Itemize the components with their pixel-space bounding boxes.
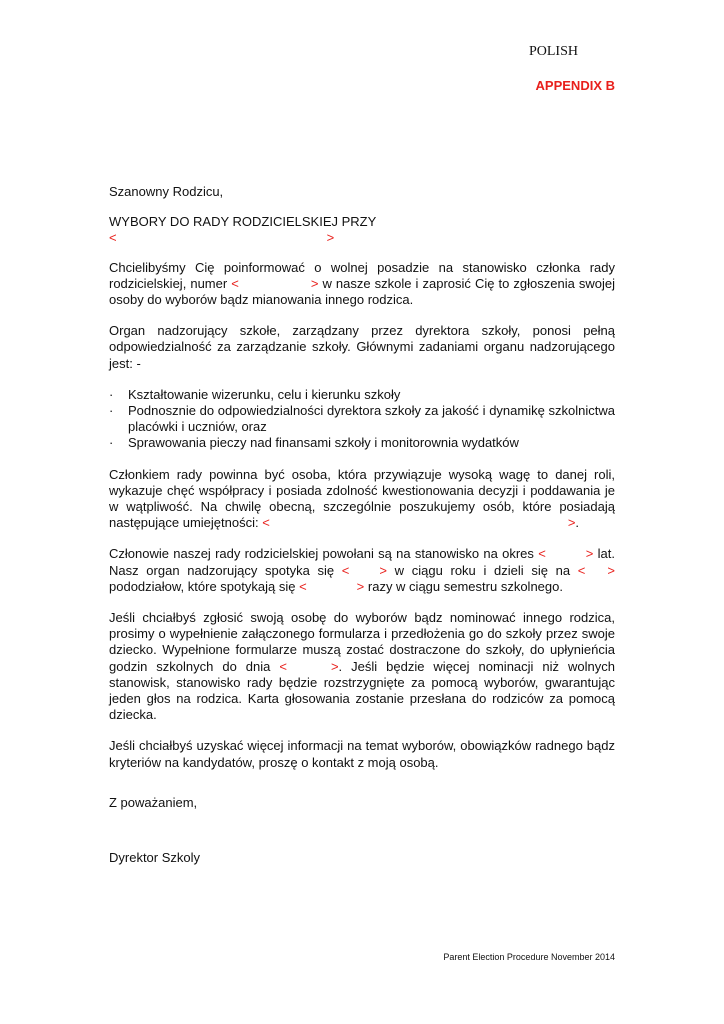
placeholder-close: > — [607, 562, 615, 578]
placeholder-open: < — [109, 230, 117, 246]
placeholder-open: < — [577, 562, 586, 578]
language-label: POLISH — [528, 44, 578, 59]
bullet-marker: · — [109, 435, 114, 451]
paragraph-terms-d: pododziałow, które spotykają się — [109, 578, 296, 594]
paragraph-member-skills-end: . — [575, 515, 580, 531]
list-item-text: Kształtowanie wizerunku, celu i kierunku szkoły — [128, 386, 401, 402]
placeholder-open: < — [299, 578, 307, 594]
placeholder-open: < — [231, 275, 239, 291]
placeholder-close: > — [567, 515, 576, 531]
paragraph-terms-e: razy w ciągu semestru szkolnego. — [367, 578, 563, 594]
placeholder-close: > — [310, 275, 319, 291]
placeholder-close: > — [585, 546, 594, 562]
salutation: Szanowny Rodzicu, — [109, 184, 224, 199]
appendix-label: APPENDIX B — [535, 78, 615, 93]
paragraph-vacancy-a: Chcielibyśmy Cię poinformować o wolnej posadzie na stanowisko członka rady rodzicielskiej, numer — [109, 259, 615, 291]
paragraph-terms-c: w ciągu roku i dzieli się na — [394, 562, 571, 578]
paragraph-terms-a: Członowie naszej rady rodzicielskiej powołani są na stanowisko na okres — [109, 546, 534, 562]
list-item-text: Sprawowania pieczy nad finansami szkoły i monitorownia wydatków — [128, 435, 519, 451]
paragraph-nominations-b: . Jeśli będzie więcej nominacji niż wolnych stanowisk, stanowisko rady będzie rozstrzygnięte za pomocą wyborów, gwarantując jeden głos na rodzica. Karta głosowania zostanie przesłana do rodziców za pomocą dziecka. — [109, 658, 615, 723]
paragraph-member-skills — [109, 467, 615, 532]
placeholder-open: < — [279, 658, 287, 674]
bullet-marker: · — [109, 386, 114, 402]
paragraph-member-skills-text: Członkiem rady powinna być osoba, która przywiązuje wysoką wagę to danej roli, wykazuje chęć współpracy i posiada zdolność kwestionowania decyzji i poddawania je w wątpliwość. Na chwilę obecną, szczególnie poszukujemy osób, które posiadają następujące umiejętności: — [109, 466, 615, 531]
paragraph-terms — [109, 546, 615, 595]
paragraph-nominations — [109, 610, 615, 723]
placeholder-close: > — [379, 562, 387, 578]
placeholder-open: < — [262, 515, 270, 531]
footer-text: Parent Election Procedure November 2014 — [443, 952, 615, 962]
bullet-marker: · — [109, 403, 114, 419]
placeholder-close: > — [356, 578, 365, 594]
signature: Dyrektor Szkoly — [109, 850, 201, 866]
placeholder-close: > — [330, 658, 339, 674]
list-item — [109, 403, 615, 435]
placeholder-open: < — [341, 562, 350, 578]
paragraph-governing-body: Organ nadzorujący szkołe, zarządzany przez dyrektora szkoły, ponosi pełną odpowiedzialność za zarządzanie szkoły. Głównymi zadaniami organu nadzorującego jest: - — [109, 323, 615, 371]
paragraph-contact: Jeśli chciałbyś uzyskać więcej informacji na temat wyborów, obowiązków radnego bądz kryteriów na kandydatów, proszę o kontakt z moją osobą. — [109, 738, 615, 770]
paragraph-terms-b: lat. Nasz organ nadzorujący spotyka się — [109, 546, 615, 578]
placeholder-open: < — [538, 546, 546, 562]
placeholder-close: > — [326, 230, 335, 246]
school-name-placeholder — [109, 230, 615, 246]
paragraph-vacancy — [109, 260, 615, 309]
list-item — [109, 387, 615, 403]
closing: Z poważaniem, — [109, 794, 198, 810]
duties-list — [109, 387, 615, 452]
list-item-text: Podnosznie do odpowiedzialności dyrektora szkoły za jakość i dynamikę szkolnictwa placówki i uczniów, oraz — [128, 403, 615, 435]
paragraph-nominations-a: Jeśli chciałbyś zgłosić swoją osobę do wyborów bądz nominować innego rodzica, prosimy o wypełnienie załączonego formularza i przedłożenia go do szkoły przez swoje dziecko. Wypełnione formularze muszą zostać dostraczone do szkoły, do upłynieńcia godzin szkolnych do dnia — [109, 610, 615, 674]
letter-body — [109, 184, 615, 866]
letter-title — [109, 214, 615, 246]
title-text: WYBORY DO RADY RODZICIELSKIEJ PRZY — [109, 214, 377, 230]
list-item — [109, 435, 615, 451]
paragraph-vacancy-b: w nasze szkole i zaprosić Cię to zgłoszenia swojej osoby do wyborów bądz mianowania innego rodzica. — [109, 275, 615, 308]
